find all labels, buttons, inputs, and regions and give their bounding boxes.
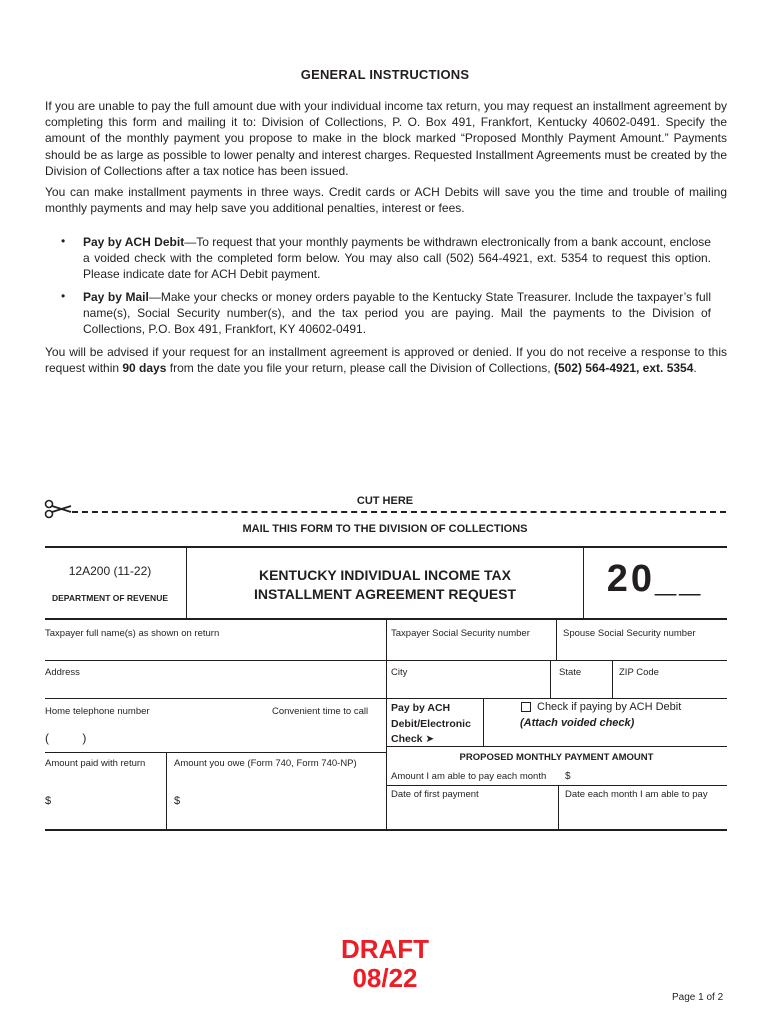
form-number: 12A200 (11-22) (68, 564, 152, 578)
first-payment-field[interactable]: Date of first payment (391, 789, 479, 800)
taxpayer-name-field[interactable]: Taxpayer full name(s) as shown on return (45, 628, 220, 639)
divider (166, 752, 167, 830)
ach-checkbox[interactable] (521, 702, 531, 712)
ach-bullet-lead: Pay by ACH Debit (83, 235, 185, 249)
page-number: Page 1 of 2 (672, 992, 724, 1003)
draft-stamp (0, 935, 770, 993)
bullet-marker: • (61, 234, 66, 248)
divider (550, 660, 551, 698)
divider (386, 785, 727, 786)
form-title-line1: KENTUCKY INDIVIDUAL INCOME TAX (258, 567, 511, 583)
amount-owe-label: Amount you owe (Form 740, Form 740-NP) (174, 758, 357, 769)
divider (386, 618, 387, 660)
mail-bullet (83, 289, 711, 338)
mail-instruction: MAIL THIS FORM TO THE DIVISION OF COLLECTIONS (242, 523, 528, 535)
payment-ways-paragraph: You can make installment payments in three ways. Credit cards or ACH Debits will save you the time and trouble of mailing monthly payments and may help save you additional penalties, interest or fees. (45, 185, 727, 216)
form-title (195, 566, 575, 604)
home-phone-field[interactable]: Home telephone number (45, 706, 150, 717)
divider (386, 660, 387, 698)
form-bottom-border (45, 829, 727, 831)
page-title: GENERAL INSTRUCTIONS (300, 67, 470, 82)
date-each-month-field[interactable]: Date each month I am able to pay (565, 789, 708, 800)
advisory-days: 90 days (122, 361, 167, 376)
divider (612, 660, 613, 698)
ach-label-line1: Pay by ACH (391, 702, 451, 714)
draft-stamp-line2: 08/22 (352, 963, 418, 993)
state-field[interactable]: State (559, 667, 582, 678)
divider (386, 746, 727, 747)
form-top-border (45, 546, 727, 548)
taxpayer-ssn-field[interactable]: Taxpayer Social Security number (391, 628, 530, 639)
advisory-phone: (502) 564-4921, ext. 5354 (553, 361, 694, 376)
mail-bullet-lead: Pay by Mail (83, 290, 149, 304)
amount-able-label: Amount I am able to pay each month (391, 771, 547, 782)
bullet-marker: • (61, 289, 66, 303)
ach-label-line2: Debit/Electronic (391, 717, 471, 730)
cut-here-label: CUT HERE (356, 495, 414, 507)
ach-checkbox-label: Check if paying by ACH Debit (537, 701, 682, 713)
divider (386, 698, 387, 830)
tax-year-field[interactable]: 20__ (606, 558, 704, 600)
convenient-time-field[interactable]: Convenient time to call (272, 706, 369, 717)
divider (558, 785, 559, 830)
ach-label (391, 701, 471, 748)
spouse-ssn-field[interactable]: Spouse Social Security number (563, 628, 696, 639)
intro-paragraph: If you are unable to pay the full amount due with your individual income tax return, you may request an installment agreement by completing this form and mailing it to: Division of Collections, P. O. Box 491, Frankfort, Kentucky 40602-0491. Specify the amount of the monthly payment you propose to make in the block marked “Proposed Monthly Payment Amount.” Payments should be as large as possible to lower penalty and interest charges. Requested Installment Agreements must be created by the Division of Collections after a tax notice has been issued. (45, 99, 727, 178)
divider (483, 698, 484, 746)
city-field[interactable]: City (391, 667, 408, 678)
proposed-payment-heading: PROPOSED MONTHLY PAYMENT AMOUNT (459, 752, 654, 763)
amount-paid-label: Amount paid with return (45, 758, 146, 769)
department-label: DEPARTMENT OF REVENUE (51, 593, 169, 603)
divider (45, 752, 386, 753)
amount-paid-field[interactable]: $ (45, 795, 52, 807)
divider (186, 546, 187, 618)
amount-able-field[interactable]: $ (565, 771, 571, 782)
cut-line (72, 511, 726, 513)
mail-bullet-text: —Make your checks or money orders payable to the Kentucky State Treasurer. Include the taxpayer’s full name(s), Social Security number(s), and the tax period you are paying. Mail the payments to the Division of Collections, P.O. Box 491, Frankfort, KY 40602-0491. (83, 290, 711, 337)
advisory-text-e: . (693, 361, 697, 376)
ach-label-line3: Check ➤ (391, 733, 435, 745)
attach-check-note: (Attach voided check) (520, 717, 635, 729)
ach-bullet (83, 234, 711, 283)
phone-area-code: ( ) (45, 731, 87, 745)
form-title-line2: INSTALLMENT AGREEMENT REQUEST (253, 586, 517, 602)
draft-stamp-line1: DRAFT (340, 934, 430, 964)
advisory-text-a: You will be advised if your request for an installment agreement is approved or denied. If you do not receive a response to this request within (45, 345, 727, 376)
advisory-paragraph (45, 344, 727, 376)
divider (556, 618, 557, 660)
zip-field[interactable]: ZIP Code (619, 667, 659, 678)
advisory-text-c: from the date you file your return, please call the Division of Collections, (166, 361, 554, 376)
ach-bullet-text: —To request that your monthly payments be withdrawn electronically from a bank account, enclose a voided check with the completed form below. You may also call (502) 564-4921, ext. 5354 to request this option. Please indicate date for ACH Debit payment. (83, 235, 711, 282)
address-field[interactable]: Address (45, 667, 80, 678)
amount-owe-field[interactable]: $ (174, 795, 181, 807)
